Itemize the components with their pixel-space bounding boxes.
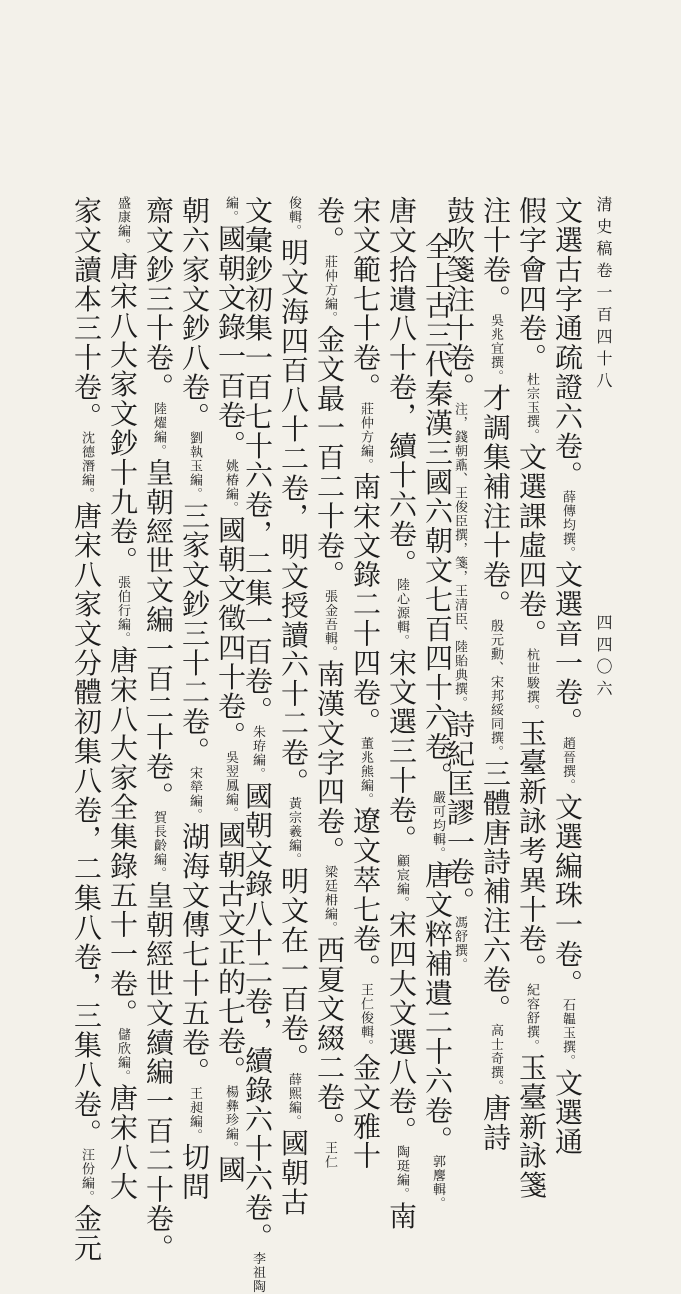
main-text: 國朝古 [277,1128,310,1217]
annotation-note: 姚椿編。 [223,459,238,516]
annotation-note: 嚴可均輯。 [430,790,445,861]
main-text: 三體唐詩補注六卷。 [479,758,512,1024]
text-column [140,196,176,1263]
main-text: 玉臺新詠考異十卷。 [515,718,548,983]
annotation-note: 俊輯。 [286,196,301,238]
annotation-note: 王昶編。 [187,1086,202,1143]
main-text: 國 [214,1155,247,1185]
main-text: 切問 [178,1142,211,1202]
text-column [212,196,248,1185]
annotation-note: 汪份編。 [79,1148,94,1205]
main-text: 唐宋八大家文鈔十九卷。 [106,252,139,576]
main-text: 國朝古文正的七卷。 [214,820,247,1086]
text-column [477,196,513,1153]
text-column [176,196,212,1202]
main-text: 鼓吹箋注十卷。 [443,196,476,402]
main-text: 湖海文傳七十五卷。 [178,821,211,1087]
main-text: 文選編珠一卷。 [551,792,584,999]
annotation-note: 吳兆宜撰。 [488,313,503,384]
annotation-note: 郭麐輯。 [430,1154,445,1211]
text-column [419,232,455,1211]
annotation-note: 杜宗玉撰。 [524,372,539,443]
main-text: 假字會四卷。 [515,196,548,373]
annotation-note: 楊彝珍編。 [223,1085,238,1156]
annotation-note: 儲欣編。 [115,1027,130,1084]
main-text: 南漢文字四卷。 [313,659,346,866]
annotation-note: 盛康編。 [115,196,130,252]
text-column [549,196,585,1157]
text-column [68,196,104,1263]
main-text: 唐文粹補遺二十六卷。 [421,860,454,1155]
annotation-note: 顧宸編。 [394,854,409,911]
main-text: 明文在一百卷。 [277,866,310,1073]
text-column [383,196,419,1231]
main-text: 齋文鈔三十卷。 [142,196,175,402]
main-text: 西夏文綴二卷。 [313,935,346,1142]
annotation-note: 董兆熊編。 [358,736,373,807]
main-text: 家文讀本三十卷。 [70,196,103,432]
main-text: 文選音一卷。 [551,560,584,737]
main-text: 皇朝經世文續編一百二十卷。 [142,880,175,1263]
annotation-note: 宋犖編。 [187,765,202,822]
text-column [311,196,347,1170]
main-text: 注十卷。 [479,196,512,314]
main-text: 唐宋八大 [106,1083,139,1202]
main-text: 明文海四百八十二卷，明文授讀六十二卷。 [277,238,310,797]
main-text: 金元 [70,1204,103,1263]
main-text: 才調集補注十卷。 [479,383,512,619]
annotation-note: 高士奇撰。 [488,1023,503,1094]
main-text: 朝六家文鈔八卷。 [178,196,211,432]
text-column [513,196,549,1200]
annotation-note: 趙晉撰。 [560,736,575,793]
annotation-note: 薛傳均撰。 [560,490,575,560]
main-text: 唐宋八家文分體初集八卷，二集八卷，三集八卷。 [70,501,103,1149]
main-text: 玉臺新詠箋 [515,1052,548,1200]
annotation-note: 編。 [223,196,238,224]
annotation-note: 王仁 [322,1141,337,1170]
annotation-note: 馮舒撰。 [452,915,467,972]
annotation-note: 張伯行編。 [115,575,130,646]
main-text: 宋文範七十卷。 [349,196,382,402]
main-text: 南宋文錄二十四卷。 [349,471,382,737]
annotation-note: 沈德潛編。 [79,431,94,502]
annotation-note: 陸燿編。 [151,401,166,458]
main-text: 金文雅十 [349,1052,382,1171]
annotation-note: 薛熙編。 [286,1072,301,1129]
annotation-note: 紀容舒撰。 [524,982,539,1053]
main-text: 國朝文錄一百卷。 [214,224,247,460]
main-text: 唐文拾遺八十卷，續十六卷。 [385,196,418,579]
annotation-note: 莊仲方編。 [358,401,373,472]
annotation-note: 王仁俊輯。 [358,982,373,1053]
annotation-note: 李祖陶 [250,1251,265,1294]
annotation-note: 朱珔編。 [250,725,265,782]
annotation-note: 杭世駿撰。 [524,648,539,719]
main-text: 全上古三代秦漢三國六朝文七百四十六卷。 [421,232,454,791]
main-text: 國朝文徵四十卷。 [214,515,247,751]
main-text: 宋文選三十卷。 [385,648,418,855]
main-text: 皇朝經世文編一百二十卷。 [142,457,175,811]
annotation-note: 陶珽編。 [394,1145,409,1202]
main-text: 遼文萃七卷。 [349,806,382,983]
main-text: 宋四大文選八卷。 [385,910,418,1146]
running-title: 清史稿卷一百四十八 [594,196,613,394]
annotation-note: 張金吾輯。 [322,589,337,660]
text-column [104,196,140,1202]
annotation-note: 注，錢朝鼒、王俊臣撰，箋，王清臣、陸貽典撰。 [452,401,467,710]
annotation-note: 賀長齡編。 [151,810,166,881]
main-text: 文選通 [551,1068,584,1157]
main-text: 唐宋八大家全集錄五十一卷。 [106,645,139,1028]
main-text: 文選古字通疏證六卷。 [551,196,584,490]
main-text: 金文最一百二十卷。 [313,324,346,590]
annotation-note: 殷元勳、宋邦綏同撰。 [488,618,503,759]
annotation-note: 黃宗羲編。 [286,796,301,867]
main-text: 文彙鈔初集一百七十六卷，二集一百卷。 [241,196,274,726]
annotation-note: 梁廷枏編。 [322,865,337,936]
main-text: 三家文鈔三十二卷。 [178,501,211,766]
text-column [347,196,383,1171]
annotation-note: 石韞玉撰。 [560,998,575,1069]
main-text: 國朝文錄八十二卷，續錄六十六卷。 [241,781,274,1252]
main-text: 詩紀匡謬一卷。 [443,709,476,916]
main-text: 南 [385,1201,418,1231]
annotation-note: 陸心源輯。 [394,578,409,649]
annotation-note: 吳翌鳳編。 [223,750,238,821]
main-text: 唐詩 [479,1093,512,1153]
page-number: 四四〇六 [594,614,613,702]
text-column [275,196,311,1217]
main-text: 卷。 [313,196,346,255]
main-text: 文選課虛四卷。 [515,442,548,649]
annotation-note: 劉執玉編。 [187,431,202,502]
annotation-note: 莊仲方編。 [322,254,337,325]
